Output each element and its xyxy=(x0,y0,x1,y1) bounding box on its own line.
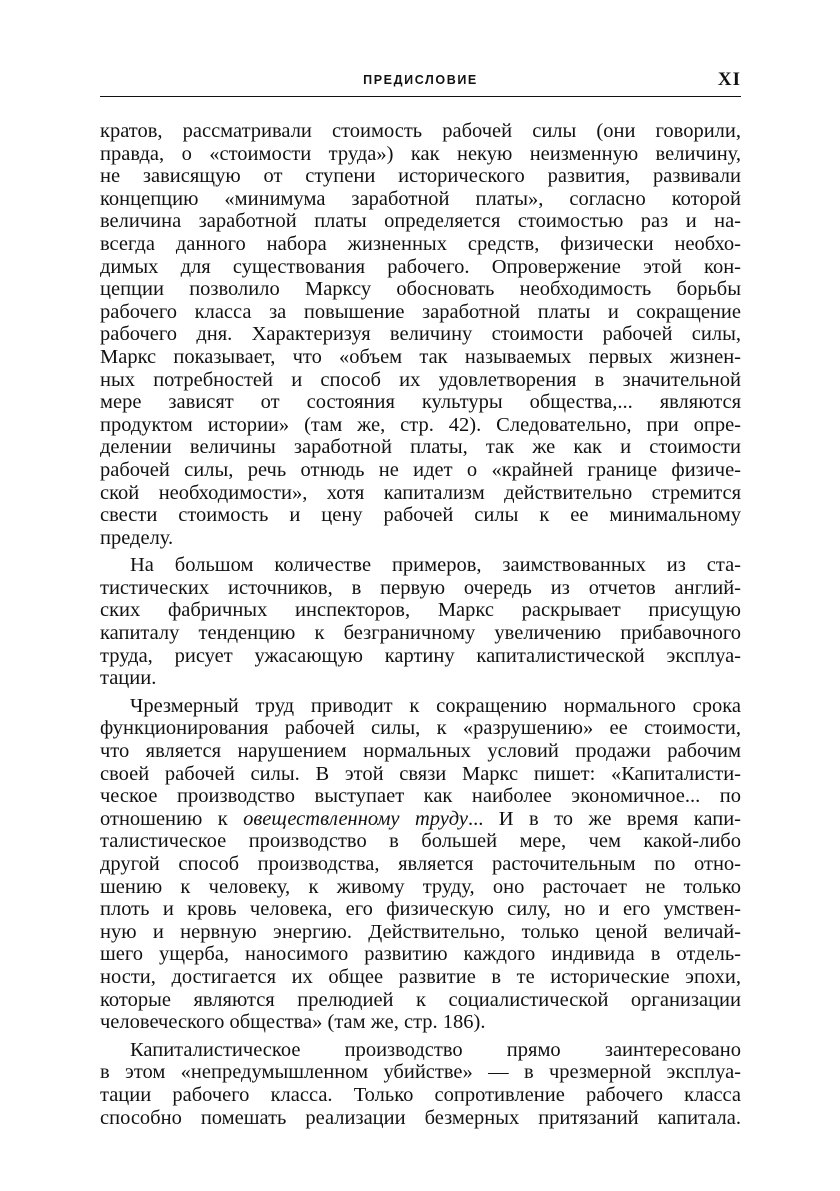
text-line: не зависящую от ступени исторического развития, развивали xyxy=(100,165,741,188)
text-line: Чрезмерный труд приводит к сокращению нормального срока xyxy=(130,694,741,717)
text-line: в этом «непредумышленном убийстве» — в чрезмерной эксплуа- xyxy=(100,1061,741,1084)
paragraph-1 xyxy=(100,120,741,549)
text-line: труда, рисует ужасающую картину капиталистической эксплуа- xyxy=(100,644,741,667)
text-segment: ... И в то же время капи- xyxy=(467,807,742,830)
text-line: плоть и кровь человека, его физическую силу, но и его умствен- xyxy=(100,898,741,921)
text-line: своей рабочей силы. В этой связи Маркс пишет: «Капиталисти- xyxy=(100,762,741,785)
text-line: пределу. xyxy=(100,526,174,549)
text-line: правда, о «стоимости труда») как некую неизменную величину, xyxy=(100,142,741,165)
text-segment: отношению к xyxy=(100,807,244,830)
text-line: функционирования рабочей силы, к «разрушению» ее стоимости, xyxy=(100,717,741,740)
text-line: тации. xyxy=(100,667,157,690)
text-line: всегда данного набора жизненных средств, физически необхо- xyxy=(100,232,741,255)
text-line: ской необходимости», хотя капитализм действительно стремится xyxy=(100,481,741,504)
text-line: тистических источников, в первую очередь из отчетов англий- xyxy=(100,576,741,599)
italic-phrase: овеществленному труду xyxy=(243,807,468,830)
text-line: делении величины заработной платы, так же как и стоимости xyxy=(100,436,741,459)
text-line: другой способ производства, является расточительным по отно- xyxy=(100,853,741,875)
text-line: человеческого общества» (там же, стр. 186). xyxy=(100,1011,486,1034)
text-line: что является нарушением нормальных условий продажи рабочим xyxy=(100,740,741,763)
text-line: шению к человеку, к живому труду, оно расточает не только xyxy=(100,875,741,898)
text-line: свести стоимость и цену рабочей силы к ее минимальному xyxy=(100,504,741,527)
text-line: рабочего дня. Характеризуя величину стоимости рабочей силы, xyxy=(100,323,741,346)
text-line: ности, достигается их общее развитие в те исторические эпохи, xyxy=(100,965,741,988)
paragraph-2 xyxy=(100,554,741,690)
text-line: рабочей силы, речь отнюдь не идет о «крайней границе физиче- xyxy=(100,458,741,481)
text-line-with-italic xyxy=(100,808,741,831)
text-line: мере зависят от состояния культуры общества,... являются xyxy=(100,391,741,414)
paragraph-3 xyxy=(100,695,741,1034)
text-line: цепции позволило Марксу обосновать необходимость борьбы xyxy=(100,278,741,301)
text-line: ских фабричных инспекторов, Маркс раскрывает присущую xyxy=(100,599,741,622)
text-line: способно помешать реализации безмерных притязаний капитала. xyxy=(100,1106,741,1129)
running-header xyxy=(100,68,741,97)
text-line: На большом количестве примеров, заимствованных из ста- xyxy=(130,554,741,577)
text-line: рабочего класса за повышение заработной платы и сокращение xyxy=(100,300,741,323)
text-line: капиталу тенденцию к безграничному увеличению прибавочного xyxy=(100,622,741,645)
text-line: величина заработной платы определяется стоимостью раз и на- xyxy=(100,210,741,233)
text-line: ную и нервную энергию. Действительно, только ценой величай- xyxy=(100,920,741,943)
text-line: которые являются прелюдией к социалистической организации xyxy=(100,988,741,1011)
page-number: XI xyxy=(717,69,741,90)
text-line: шего ущерба, наносимого развитию каждого индивида в отдель- xyxy=(100,943,741,966)
running-title: ПРЕДИСЛОВИЕ xyxy=(363,73,478,87)
text-line: ческое производство выступает как наиболее экономичное... по xyxy=(100,785,741,808)
text-line: продуктом истории» (там же, стр. 42). Следовательно, при опре- xyxy=(100,413,741,436)
text-line: Маркс показывает, что «объем так называемых первых жизнен- xyxy=(100,345,741,368)
text-line: ных потребностей и способ их удовлетворения в значительной xyxy=(100,368,741,391)
text-line: Капиталистическое производство прямо заинтересовано xyxy=(130,1038,741,1061)
text-line: тации рабочего класса. Только сопротивление рабочего класса xyxy=(100,1083,741,1106)
text-line: кратов, рассматривали стоимость рабочей силы (они говорили, xyxy=(100,120,741,142)
text-line: талистическое производство в большей мере, чем какой-либо xyxy=(100,830,741,853)
paragraph-4 xyxy=(100,1039,741,1129)
text-line: димых для существования рабочего. Опровержение этой кон- xyxy=(100,255,741,278)
text-line: концепцию «минимума заработной платы», согласно которой xyxy=(100,187,741,210)
body-text xyxy=(100,120,741,1129)
